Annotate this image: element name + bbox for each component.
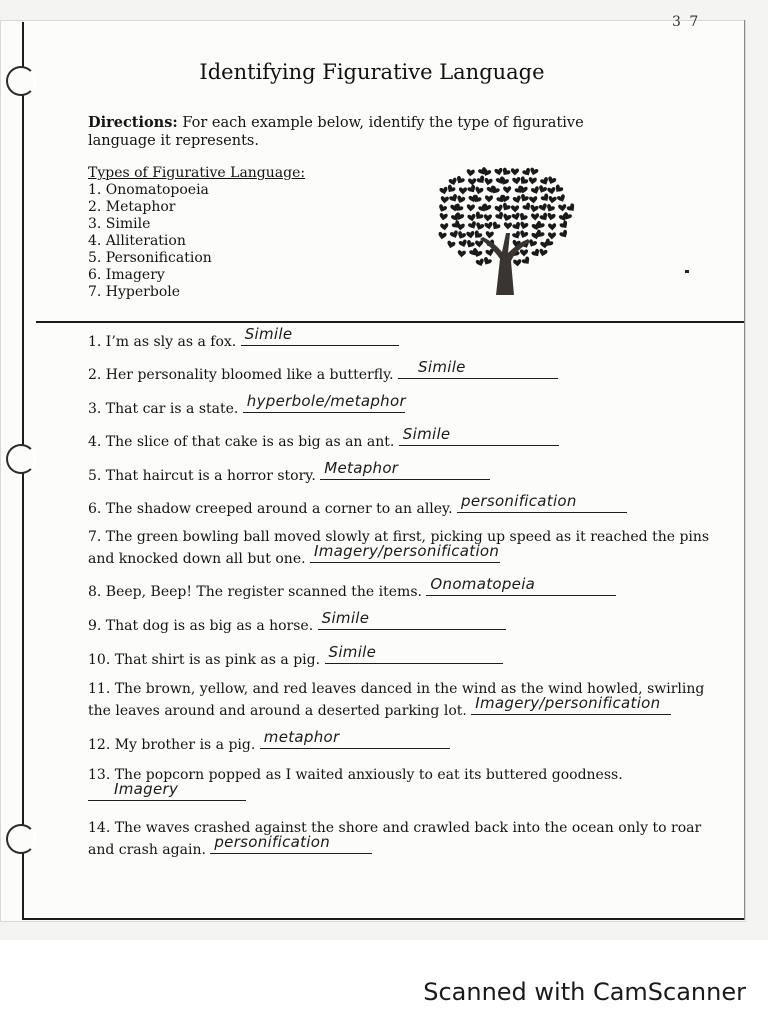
question-text-line1: 14. The waves crashed against the shore and crawled back into the ocean only to roar xyxy=(88,820,702,836)
heart-leaf-icon xyxy=(466,204,475,212)
heart-leaf-icon xyxy=(559,229,570,239)
question-2 xyxy=(88,358,558,385)
heart-leaf-icon xyxy=(456,195,466,204)
handwritten-answer: Imagery xyxy=(114,780,179,798)
answer-blank xyxy=(310,542,500,563)
heart-leaf-icon xyxy=(529,196,538,204)
heart-leaf-icon xyxy=(484,178,493,187)
heart-leaf-icon xyxy=(558,204,567,212)
type-item: 6. Imagery xyxy=(88,267,165,283)
question-text: 12. My brother is a pig. xyxy=(88,737,256,753)
heart-leaf-icon xyxy=(547,176,557,185)
heart-leaf-icon xyxy=(494,168,503,177)
heart-leaf-icon xyxy=(485,231,494,239)
heart-leaf-icon xyxy=(437,204,447,214)
heart-leaf-icon xyxy=(556,194,566,204)
answer-blank xyxy=(243,392,406,413)
heart-leaf-icon xyxy=(548,232,556,239)
heart-leaf-icon xyxy=(475,258,485,267)
heart-leaf-icon xyxy=(468,221,478,231)
question-4 xyxy=(88,425,559,452)
scan-speck xyxy=(685,270,689,273)
question-text-line1: 13. The popcorn popped as I waited anxiously to eat its buttered goodness. xyxy=(88,767,623,783)
answer-blank xyxy=(320,459,490,480)
directions xyxy=(88,114,648,150)
heart-leaf-icon xyxy=(475,240,484,248)
camscanner-watermark: Scanned with CamScanner xyxy=(423,978,746,1006)
question-text: 5. That haircut is a horror story. xyxy=(88,468,316,484)
question-text-line2: and crash again. xyxy=(88,842,206,858)
type-item: 1. Onomatopoeia xyxy=(88,182,209,198)
question-text-line1: 11. The brown, yellow, and red leaves danced in the wind as the wind howled, swirling xyxy=(88,681,705,697)
handwritten-answer: Simile xyxy=(402,425,451,443)
heart-leaf-icon xyxy=(466,169,475,177)
heart-leaf-icon xyxy=(521,256,532,267)
handwritten-answer: personification xyxy=(461,492,577,510)
heart-leaf-icon xyxy=(494,204,504,213)
answer-blank xyxy=(210,833,372,854)
heart-leaf-icon xyxy=(504,222,512,229)
corner-mark: 3 7 xyxy=(672,14,701,30)
heart-leaf-icon xyxy=(449,230,459,240)
answer-blank xyxy=(88,780,246,801)
question-text: 9. That dog is as big as a horse. xyxy=(88,618,314,634)
type-item: 5. Personification xyxy=(88,250,212,266)
heart-leaf-icon xyxy=(502,213,512,222)
handwritten-answer: Imagery/personification xyxy=(475,694,661,712)
types-list xyxy=(88,182,305,301)
question-14 xyxy=(88,819,701,860)
heart-leaf-icon xyxy=(439,213,448,221)
question-text: 8. Beep, Beep! The register scanned the items. xyxy=(88,584,422,600)
heart-leaf-icon xyxy=(546,213,555,222)
section-divider xyxy=(36,321,744,323)
question-11 xyxy=(88,680,704,721)
heart-leaf-icon xyxy=(459,187,467,194)
heart-leaf-icon xyxy=(485,195,493,202)
heart-leaf-icon xyxy=(511,168,519,175)
handwritten-answer: Simile xyxy=(418,358,466,376)
question-text: 6. The shadow creeped around a corner to an alley. xyxy=(88,501,453,517)
question-12 xyxy=(88,728,450,755)
answer-blank xyxy=(260,728,450,749)
question-text-line2: and knocked down all but one. xyxy=(88,551,306,567)
worksheet-title: Identifying Figurative Language xyxy=(199,60,545,84)
heart-leaf-icon xyxy=(548,196,557,204)
heart-leaf-icon xyxy=(457,250,466,258)
heart-leaf-icon xyxy=(527,239,537,249)
heart-leaf-icon xyxy=(519,221,529,230)
question-10 xyxy=(88,643,503,670)
heart-leaf-icon xyxy=(467,214,476,223)
heart-leaf-icon xyxy=(530,186,540,196)
heart-leaf-icon xyxy=(538,203,548,212)
heart-leaf-icon xyxy=(566,203,577,214)
heart-leaf-icon xyxy=(440,223,449,231)
directions-text: For each example below, identify the type of figurative language it represents. xyxy=(88,115,584,149)
heart-leaf-icon xyxy=(456,223,465,231)
heart-leaf-icon xyxy=(511,212,521,221)
answer-blank xyxy=(318,609,506,630)
handwritten-answer: Metaphor xyxy=(324,459,399,477)
handwritten-answer: metaphor xyxy=(263,728,340,746)
heart-leaf-icon xyxy=(528,177,537,185)
heart-leaf-icon xyxy=(440,196,449,204)
heart-leaf-icon xyxy=(484,222,493,231)
heart-leaf-icon xyxy=(475,222,485,232)
handwritten-answer: Simile xyxy=(321,609,370,627)
question-3 xyxy=(88,392,406,419)
handwritten-answer: Simile xyxy=(328,643,377,661)
heart-leaf-icon xyxy=(446,240,456,249)
type-item: 3. Simile xyxy=(88,216,151,232)
heart-leaf-icon xyxy=(513,259,522,267)
handwritten-answer: Onomatopeia xyxy=(430,575,536,593)
heart-leaf-icon xyxy=(503,186,512,194)
heart-leaf-icon xyxy=(538,248,548,257)
types-list-block xyxy=(88,165,305,301)
question-1 xyxy=(88,325,399,352)
handwritten-answer: hyperbole/metaphor xyxy=(246,392,406,410)
handwritten-answer: Simile xyxy=(244,325,293,343)
question-9 xyxy=(88,609,506,636)
heart-leaf-icon xyxy=(518,176,529,187)
binder-hole-icon xyxy=(6,824,36,854)
question-7 xyxy=(88,528,709,569)
answer-blank xyxy=(399,425,559,446)
question-text: 2. Her personality bloomed like a butterfly. xyxy=(88,367,394,383)
heart-leaf-icon xyxy=(512,195,522,204)
question-6 xyxy=(88,492,627,519)
heart-leaf-icon xyxy=(520,249,528,256)
heart-leaf-icon xyxy=(537,185,547,195)
handwritten-answer: Imagery/personification xyxy=(314,542,500,560)
heart-leaf-icon xyxy=(484,214,492,222)
type-item: 4. Alliteration xyxy=(88,233,186,249)
question-13 xyxy=(88,766,623,807)
answer-blank xyxy=(398,358,558,379)
page-edge-right xyxy=(744,20,745,920)
answer-blank xyxy=(471,694,671,715)
types-heading: Types of Figurative Language: xyxy=(88,165,306,181)
binder-hole-icon xyxy=(6,444,36,474)
heart-leaf-icon xyxy=(438,232,447,241)
heart-leaf-icon xyxy=(529,167,539,176)
heart-leaf-icon xyxy=(531,213,539,220)
heart-leaf-icon xyxy=(529,204,539,213)
answer-blank xyxy=(426,575,616,596)
page-border-bottom xyxy=(22,918,744,920)
question-text: 1. I’m as sly as a fox. xyxy=(88,334,237,350)
question-8 xyxy=(88,575,616,602)
directions-label: Directions: xyxy=(88,114,178,131)
tree-illustration-icon xyxy=(428,155,578,300)
heart-leaf-icon xyxy=(458,239,468,248)
question-text: 10. That shirt is as pink as a pig. xyxy=(88,652,321,668)
heart-leaf-icon xyxy=(548,223,556,231)
type-item: 7. Hyperbole xyxy=(88,284,181,300)
question-text: 4. The slice of that cake is as big as an ant. xyxy=(88,434,395,450)
heart-leaf-icon xyxy=(439,186,449,195)
heart-leaf-icon xyxy=(547,187,556,195)
heart-leaf-icon xyxy=(519,230,529,239)
heart-leaf-icon xyxy=(466,231,475,239)
answer-blank xyxy=(325,643,503,664)
question-5 xyxy=(88,459,490,486)
heart-leaf-icon xyxy=(474,186,484,195)
answer-blank xyxy=(457,492,627,513)
answer-blank xyxy=(241,325,399,346)
question-text-line2: the leaves around and around a deserted parking lot. xyxy=(88,703,467,719)
heart-leaf-icon xyxy=(559,220,570,231)
handwritten-answer: personification xyxy=(214,833,331,851)
heart-leaf-icon xyxy=(511,205,519,212)
type-item: 2. Metaphor xyxy=(88,199,176,215)
question-text: 3. That car is a state. xyxy=(88,401,239,417)
heart-leaf-icon xyxy=(512,177,521,185)
heart-leaf-icon xyxy=(468,178,476,186)
question-text-line1: 7. The green bowling ball moved slowly at first, picking up speed as it reached the pins xyxy=(88,529,710,545)
